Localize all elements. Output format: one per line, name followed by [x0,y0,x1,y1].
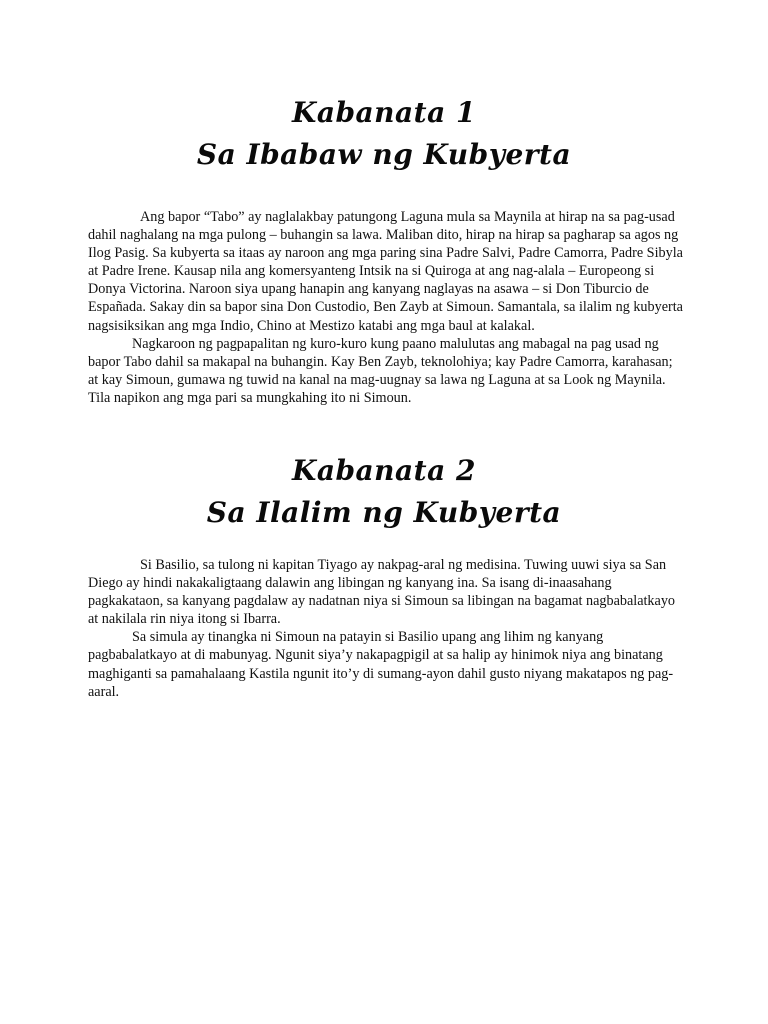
chapter-2-number: Kabanata 2 [291,454,476,487]
chapter-2-paragraph-1: Si Basilio, sa tulong ni kapitan Tiyago ay nakpag-aral ng medisina. Tuwing uuwi siya sa San Diego ay hindi nakakaligtaang dalawin ang libingan ng kanyang ina. Sa isang di-inaasahang pagkakataon, sa kanyang pagdalaw ay nadatnan niya si Simoun sa libingan na bagamat nagbabalatkayo at nakilala rin niya itong si Ibarra. [88,557,676,628]
chapter-1-title: Sa Ibabaw ng Kubyerta [196,138,572,171]
chapter-1-number: Kabanata 1 [291,96,476,129]
chapter-1-heading [0,92,768,176]
chapter-2-title: Sa Ilalim ng Kubyerta [206,496,562,529]
chapter-1-body [88,208,684,407]
chapter-2-heading [0,450,768,534]
chapter-1-paragraph-2: Nagkaroon ng pagpapalitan ng kuro-kuro kung paano malulutas ang mabagal na pag usad ng bapor Tabo dahil sa makapal na buhangin. Kay Ben Zayb, teknolohiya; kay Padre Camorra, karahasan; at kay Simoun, gumawa ng tuwid na kanal na mag-uugnay sa lawa ng Laguna at sa Look ng Maynila. Tila napikon ang mga pari sa mungkahing ito ni Simoun. [88,335,673,406]
chapter-2-body [88,556,684,701]
chapter-2-paragraph-2: Sa simula ay tinangka ni Simoun na patayin si Basilio upang ang lihim ng kanyang pagbabalatkayo at di mabunyag. Ngunit siya’y nakapagpigil at sa halip ay hinimok niya ang binatang maghiganti sa pamahalaang Kastila ngunit ito’y di sumang-ayon dahil gusto niyang makatapos ng pag-aaral. [88,629,674,700]
chapter-1-paragraph-1: Ang bapor “Tabo” ay naglalakbay patungong Laguna mula sa Maynila at hirap na sa pag-usad dahil naghalang na mga pulong – buhangin sa lawa. Maliban dito, hirap na hirap sa pagharap sa agos ng Ilog Pasig. Sa kubyerta sa itaas ay naroon ang mga paring sina Padre Salvi, Padre Camorra, Padre Sibyla at Padre Irene. Kausap nila ang komersyanteng Intsik na si Quiroga at ang nag-alala – Europeong si Donya Victorina. Naroon siya upang hanapin ang kanyang naglayas na asawa – si Don Tiburcio de Españada. Sakay din sa bapor sina Don Custodio, Ben Zayb at Simoun. Samantala, sa ilalim ng kubyerta nagsisiksikan ang mga Indio, Chino at Mestizo katabi ang mga baul at kalakal. [88,209,683,334]
